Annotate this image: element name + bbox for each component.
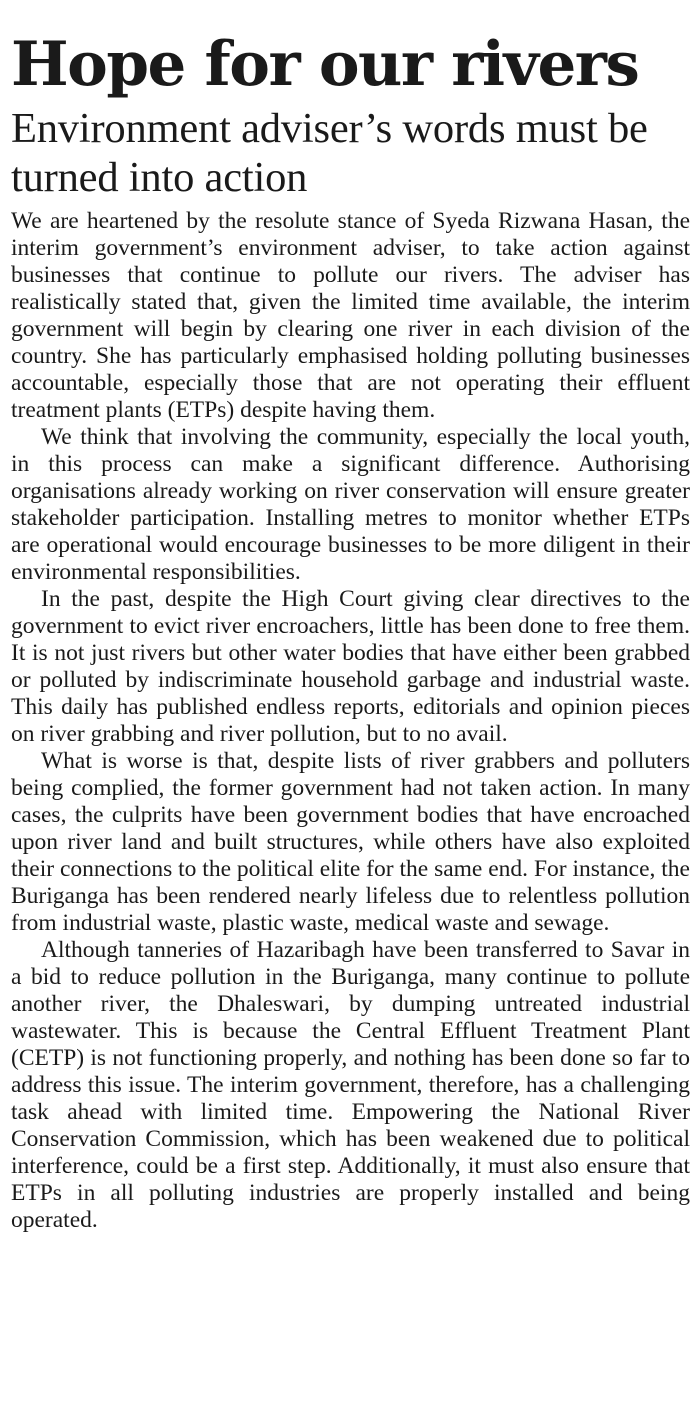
editorial-article (11, 26, 690, 1234)
paragraph-1: We are heartened by the resolute stance of Syeda Rizwana Hasan, the interim government’s environment adviser, to take action against businesses that continue to pollute our rivers. The adviser has realistically stated that, given the limited time available, the interim government will begin by clearing one river in each division of the country. She has particularly emphasised holding polluting businesses accountable, especially those that are not operating their effluent treatment plants (ETPs) despite having them. (11, 208, 690, 423)
article-body (11, 208, 690, 1234)
headline: Hope for our rivers (11, 29, 639, 100)
paragraph-4: What is worse is that, despite lists of river grabbers and polluters being complied, the former government had not taken action. In many cases, the culprits have been government bodies that have encroached upon river land and built structures, while others have also exploited their connections to the political elite for the same end. For instance, the Buriganga has been rendered nearly lifeless due to relentless pollution from industrial waste, plastic waste, medical waste and sewage. (11, 748, 690, 936)
paragraph-3: In the past, despite the High Court giving clear directives to the government to evict river encroachers, little has been done to free them. It is not just rivers but other water bodies that have either been grabbed or polluted by indiscriminate household garbage and industrial waste. This daily has published endless reports, editorials and opinion pieces on river grabbing and river pollution, but to no avail. (11, 586, 690, 747)
paragraph-2: We think that involving the community, especially the local youth, in this process can make a significant difference. Authorising organisations already working on river conservation will ensure greater stakeholder participation. Installing metres to monitor whether ETPs are operational would encourage businesses to be more diligent in their environmental responsibilities. (11, 424, 690, 585)
paragraph-5: Although tanneries of Hazaribagh have been transferred to Savar in a bid to reduce pollution in the Buriganga, many continue to pollute another river, the Dhaleswari, by dumping untreated industrial wastewater. This is because the Central Effluent Treatment Plant (CETP) is not functioning properly, and nothing has been done so far to address this issue. The interim government, therefore, has a challenging task ahead with limited time. Empowering the National River Conservation Commission, which has been weakened due to political interference, could be a first step. Additionally, it must also ensure that ETPs in all polluting industries are properly installed and being operated. (11, 937, 690, 1233)
subheadline: Environment adviser’s words must be turned into action (11, 105, 648, 201)
